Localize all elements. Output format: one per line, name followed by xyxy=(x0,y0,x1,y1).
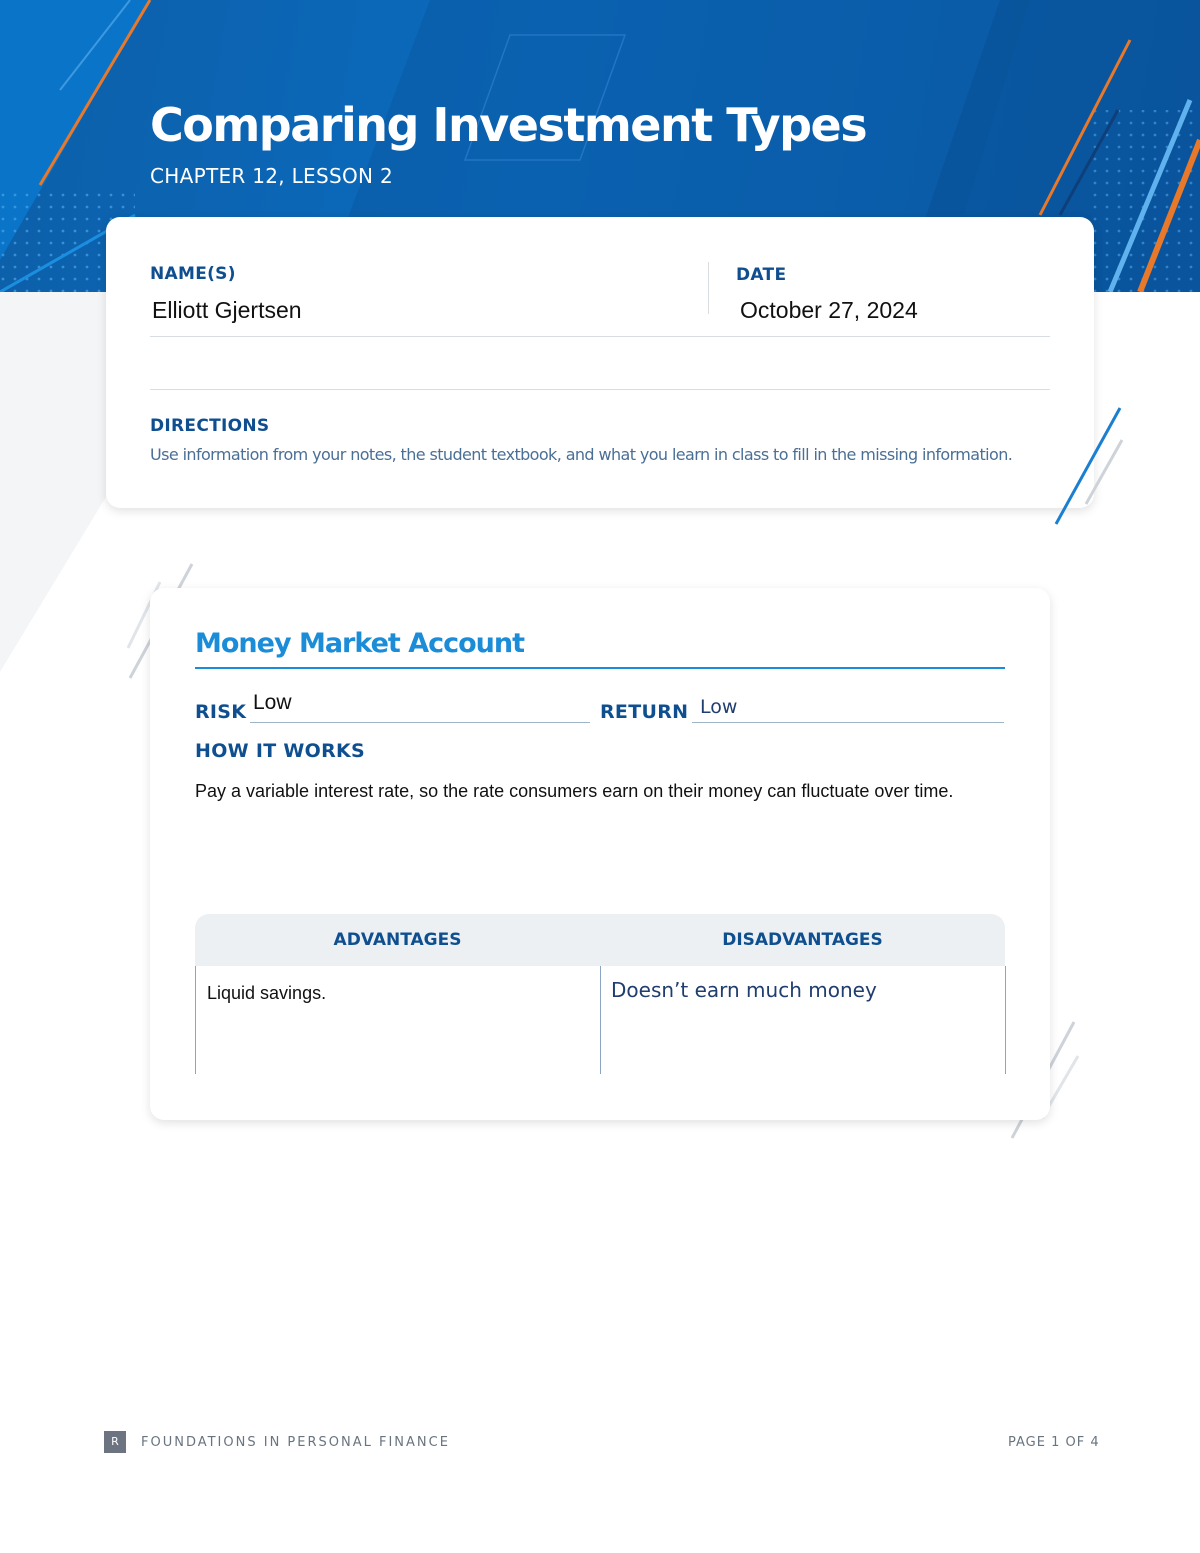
advantages-header: ADVANTAGES xyxy=(333,930,462,950)
advantages-field[interactable]: Liquid savings. xyxy=(207,983,327,1003)
return-field[interactable]: Low xyxy=(700,696,738,718)
directions-text: Use information from your notes, the student textbook, and what you learn in class to fill in the missing information. xyxy=(150,445,1013,464)
field-underline xyxy=(150,336,1050,337)
page-title: Comparing Investment Types xyxy=(150,98,867,152)
return-label: RETURN xyxy=(600,701,689,723)
directions-label: DIRECTIONS xyxy=(150,416,270,436)
names-field[interactable]: Elliott Gjertsen xyxy=(152,297,302,323)
page-subtitle: CHAPTER 12, LESSON 2 xyxy=(150,164,393,188)
pros-cons-table-header xyxy=(195,914,1005,966)
how-it-works-label: HOW IT WORKS xyxy=(195,740,366,762)
disadvantages-header: DISADVANTAGES xyxy=(722,930,883,950)
ramsey-logo-icon: R xyxy=(104,1431,126,1453)
footer-program: FOUNDATIONS IN PERSONAL FINANCE xyxy=(141,1435,450,1450)
investment-card xyxy=(150,588,1050,1120)
table-left-border xyxy=(195,966,196,1074)
risk-field[interactable]: Low xyxy=(253,691,292,714)
field-divider xyxy=(708,262,709,314)
section-title: Money Market Account xyxy=(195,628,525,659)
return-underline xyxy=(692,722,1004,723)
risk-underline xyxy=(250,722,590,723)
table-right-border xyxy=(1005,966,1006,1074)
how-it-works-field[interactable]: Pay a variable interest rate, so the rate consumers earn on their money can fluctuate over time. xyxy=(195,781,954,801)
table-middle-border xyxy=(600,966,601,1074)
date-field[interactable]: October 27, 2024 xyxy=(740,297,918,323)
date-label: DATE xyxy=(736,265,787,285)
accent-slashes xyxy=(1040,400,1140,535)
info-card xyxy=(106,217,1094,508)
risk-label: RISK xyxy=(195,701,247,723)
page-number: PAGE 1 OF 4 xyxy=(1008,1435,1100,1450)
section-title-rule xyxy=(195,667,1005,669)
names-label: NAME(S) xyxy=(150,264,236,284)
disadvantages-field[interactable]: Doesn’t earn much money xyxy=(611,978,877,1002)
section-divider xyxy=(150,389,1050,390)
